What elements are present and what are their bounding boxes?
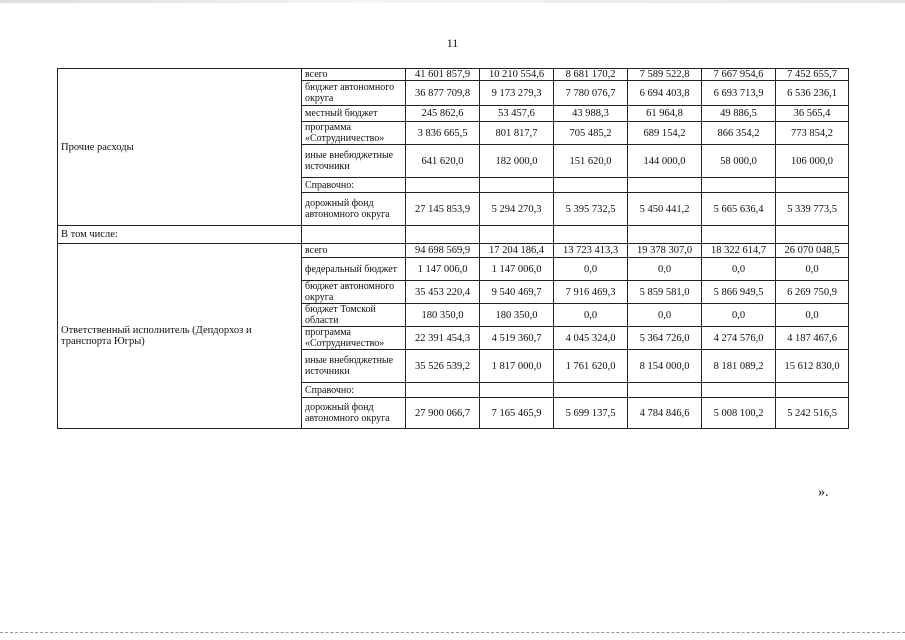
funding-source-cell: всего	[302, 69, 406, 81]
funding-source-cell: программа «Сотрудничество»	[302, 327, 406, 350]
amount-cell: 6 694 403,8	[628, 81, 702, 106]
amount-cell: 773 854,2	[776, 122, 849, 145]
row-group-label: Прочие расходы	[58, 69, 302, 226]
amount-cell	[628, 226, 702, 244]
funding-source-cell: бюджет автономного округа	[302, 281, 406, 304]
amount-cell: 0,0	[702, 304, 776, 327]
funding-source-cell: дорожный фонд автономного округа	[302, 193, 406, 226]
amount-cell: 5 665 636,4	[702, 193, 776, 226]
table-row	[58, 69, 849, 81]
funding-source-cell: местный бюджет	[302, 106, 406, 122]
amount-cell: 61 964,8	[628, 106, 702, 122]
amount-cell: 7 916 469,3	[554, 281, 628, 304]
amount-cell: 26 070 048,5	[776, 244, 849, 258]
amount-cell: 1 147 006,0	[406, 258, 480, 281]
amount-cell: 35 453 220,4	[406, 281, 480, 304]
amount-cell: 4 274 576,0	[702, 327, 776, 350]
amount-cell: 53 457,6	[480, 106, 554, 122]
funding-source-cell: программа «Сотрудничество»	[302, 122, 406, 145]
amount-cell: 0,0	[628, 258, 702, 281]
funding-source-cell: иные внебюджетные источники	[302, 350, 406, 383]
amount-cell: 5 395 732,5	[554, 193, 628, 226]
amount-cell: 41 601 857,9	[406, 69, 480, 81]
amount-cell	[554, 226, 628, 244]
funding-source-cell: бюджет Томской области	[302, 304, 406, 327]
amount-cell: 36 565,4	[776, 106, 849, 122]
funding-source-cell	[302, 226, 406, 244]
amount-cell: 689 154,2	[628, 122, 702, 145]
amount-cell: 10 210 554,6	[480, 69, 554, 81]
amount-cell: 1 761 620,0	[554, 350, 628, 383]
funding-source-cell: всего	[302, 244, 406, 258]
amount-cell: 866 354,2	[702, 122, 776, 145]
amount-cell: 7 667 954,6	[702, 69, 776, 81]
amount-cell	[776, 383, 849, 398]
amount-cell: 0,0	[628, 304, 702, 327]
amount-cell	[702, 178, 776, 193]
amount-cell: 8 181 089,2	[702, 350, 776, 383]
amount-cell: 5 866 949,5	[702, 281, 776, 304]
funding-source-cell: дорожный фонд автономного округа	[302, 398, 406, 429]
amount-cell: 8 154 000,0	[628, 350, 702, 383]
amount-cell	[406, 226, 480, 244]
funding-source-cell: бюджет автономного округа	[302, 81, 406, 106]
budget-table-body	[58, 69, 849, 429]
funding-source-cell: федеральный бюджет	[302, 258, 406, 281]
amount-cell	[480, 178, 554, 193]
amount-cell: 1 147 006,0	[480, 258, 554, 281]
amount-cell: 9 173 279,3	[480, 81, 554, 106]
amount-cell: 58 000,0	[702, 145, 776, 178]
amount-cell: 801 817,7	[480, 122, 554, 145]
funding-source-cell: иные внебюджетные источники	[302, 145, 406, 178]
row-group-label: Ответственный исполнитель (Депдорхоз и транспорта Югры)	[58, 244, 302, 429]
amount-cell: 5 242 516,5	[776, 398, 849, 429]
amount-cell: 27 145 853,9	[406, 193, 480, 226]
amount-cell: 106 000,0	[776, 145, 849, 178]
scan-edge-top	[0, 0, 905, 3]
amount-cell: 35 526 539,2	[406, 350, 480, 383]
amount-cell	[702, 226, 776, 244]
amount-cell: 144 000,0	[628, 145, 702, 178]
amount-cell: 0,0	[702, 258, 776, 281]
amount-cell: 180 350,0	[480, 304, 554, 327]
amount-cell: 5 008 100,2	[702, 398, 776, 429]
amount-cell	[480, 226, 554, 244]
amount-cell	[776, 226, 849, 244]
table-row	[58, 244, 849, 258]
amount-cell: 9 540 469,7	[480, 281, 554, 304]
amount-cell	[628, 178, 702, 193]
amount-cell: 5 450 441,2	[628, 193, 702, 226]
amount-cell: 5 859 581,0	[628, 281, 702, 304]
amount-cell: 22 391 454,3	[406, 327, 480, 350]
scan-edge-bottom	[0, 632, 905, 634]
amount-cell	[406, 383, 480, 398]
amount-cell: 5 699 137,5	[554, 398, 628, 429]
funding-source-cell: Справочно:	[302, 178, 406, 193]
amount-cell: 0,0	[554, 258, 628, 281]
budget-table	[57, 68, 849, 429]
closing-quote-mark: ».	[818, 485, 829, 500]
amount-cell: 7 452 655,7	[776, 69, 849, 81]
amount-cell: 7 780 076,7	[554, 81, 628, 106]
amount-cell: 6 536 236,1	[776, 81, 849, 106]
amount-cell: 17 204 186,4	[480, 244, 554, 258]
amount-cell	[554, 178, 628, 193]
amount-cell: 6 693 713,9	[702, 81, 776, 106]
row-group-label: В том числе:	[58, 226, 302, 244]
amount-cell: 180 350,0	[406, 304, 480, 327]
amount-cell: 705 485,2	[554, 122, 628, 145]
page-number: 11	[446, 36, 459, 50]
amount-cell: 94 698 569,9	[406, 244, 480, 258]
amount-cell: 49 886,5	[702, 106, 776, 122]
amount-cell: 0,0	[776, 304, 849, 327]
amount-cell	[628, 383, 702, 398]
amount-cell: 7 589 522,8	[628, 69, 702, 81]
amount-cell: 182 000,0	[480, 145, 554, 178]
amount-cell: 7 165 465,9	[480, 398, 554, 429]
amount-cell: 4 187 467,6	[776, 327, 849, 350]
amount-cell: 245 862,6	[406, 106, 480, 122]
amount-cell: 0,0	[554, 304, 628, 327]
amount-cell: 6 269 750,9	[776, 281, 849, 304]
amount-cell: 1 817 000,0	[480, 350, 554, 383]
amount-cell: 4 784 846,6	[628, 398, 702, 429]
table-row	[58, 226, 849, 244]
amount-cell	[406, 178, 480, 193]
amount-cell: 5 294 270,3	[480, 193, 554, 226]
amount-cell: 43 988,3	[554, 106, 628, 122]
amount-cell: 27 900 066,7	[406, 398, 480, 429]
amount-cell: 5 339 773,5	[776, 193, 849, 226]
amount-cell: 4 045 324,0	[554, 327, 628, 350]
amount-cell: 13 723 413,3	[554, 244, 628, 258]
amount-cell: 4 519 360,7	[480, 327, 554, 350]
amount-cell: 36 877 709,8	[406, 81, 480, 106]
amount-cell	[554, 383, 628, 398]
amount-cell: 5 364 726,0	[628, 327, 702, 350]
amount-cell: 151 620,0	[554, 145, 628, 178]
amount-cell: 0,0	[776, 258, 849, 281]
amount-cell: 8 681 170,2	[554, 69, 628, 81]
amount-cell: 18 322 614,7	[702, 244, 776, 258]
funding-source-cell: Справочно:	[302, 383, 406, 398]
amount-cell	[702, 383, 776, 398]
amount-cell	[776, 178, 849, 193]
amount-cell: 19 378 307,0	[628, 244, 702, 258]
amount-cell: 15 612 830,0	[776, 350, 849, 383]
amount-cell: 3 836 665,5	[406, 122, 480, 145]
amount-cell	[480, 383, 554, 398]
amount-cell: 641 620,0	[406, 145, 480, 178]
